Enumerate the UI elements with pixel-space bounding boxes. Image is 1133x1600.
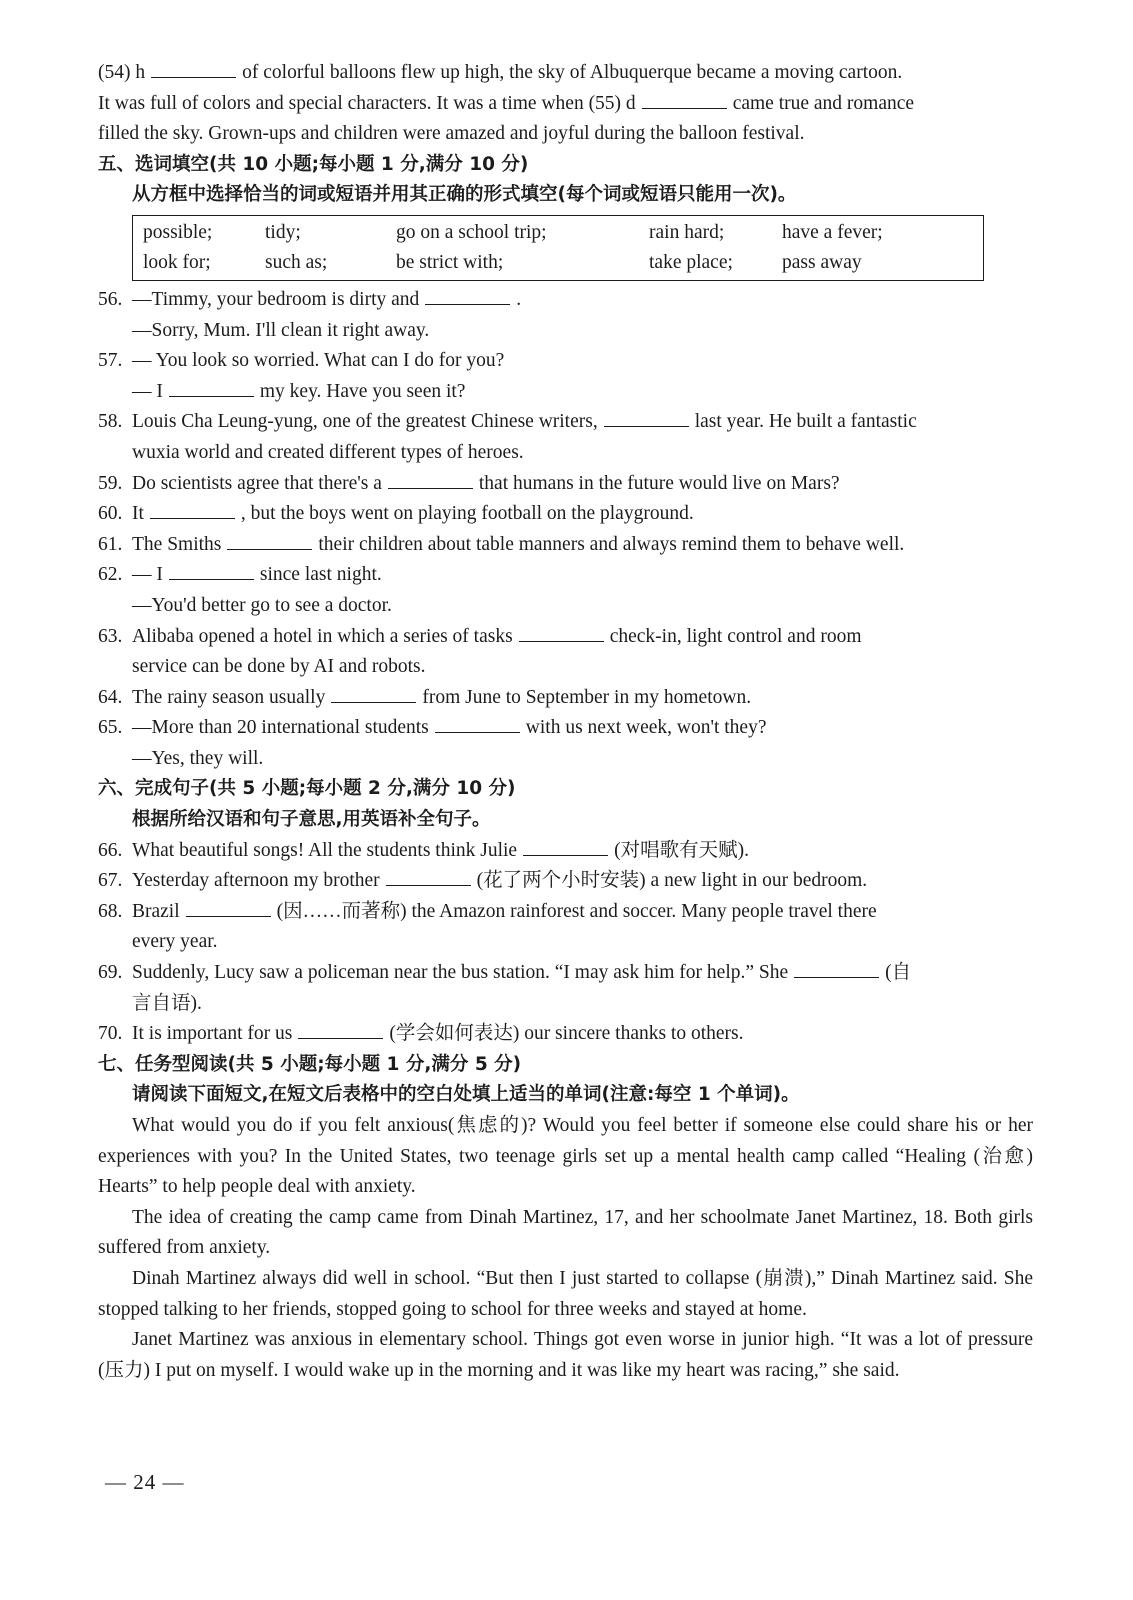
question-68: 68. Brazil (因……而著称) the Amazon rainforest and soccer. Many people travel there: [98, 897, 1033, 928]
word-bank-box: [132, 215, 984, 281]
question-line: —You'd better go to see a doctor.: [132, 594, 392, 616]
question-59: 59. Do scientists agree that there's a that humans in the future would live on Mars?: [98, 469, 1033, 500]
answer-blank[interactable]: [604, 408, 689, 427]
question-56: 56. —Timmy, your bedroom is dirty and .: [98, 285, 1033, 316]
question-line: — I my key. Have you seen it?: [98, 377, 1033, 408]
question-line: —Yes, they will.: [132, 747, 264, 769]
answer-blank[interactable]: [169, 378, 254, 397]
passage-paragraph: What would you do if you felt anxious(焦虑的)? Would you feel better if someone else could share his or her experiences with you? In the United States, two teenage girls set up a mental health camp called “Healing (治愈) Hearts” to help people deal with anxiety.: [98, 1115, 1033, 1198]
answer-blank[interactable]: [150, 500, 235, 519]
word-bank-item: pass away: [782, 251, 862, 273]
section-instruction-5: 从方框中选择恰当的词或短语并用其正确的形式填空(每个词或短语只能用一次)。: [132, 184, 797, 206]
answer-blank[interactable]: [519, 623, 604, 642]
word-bank-item: tidy;: [265, 221, 301, 243]
question-57: 57. — You look so worried. What can I do for you?: [98, 350, 505, 372]
word-bank-item: look for;: [143, 251, 211, 273]
question-63: 63. Alibaba opened a hotel in which a series of tasks check-in, light control and room: [98, 622, 1033, 653]
passage-line: (54) h of colorful balloons flew up high, the sky of Albuquerque became a moving cartoon.: [98, 58, 1033, 89]
question-line: wuxia world and created different types of heroes.: [132, 441, 524, 463]
word-bank-item: be strict with;: [396, 251, 504, 273]
exam-page: [98, 58, 1033, 1386]
word-bank-item: take place;: [649, 251, 733, 273]
question-67: 67. Yesterday afternoon my brother (花了两个小时安装) a new light in our bedroom.: [98, 866, 1033, 897]
word-bank-item: rain hard;: [649, 221, 725, 243]
question-61: 61. The Smiths their children about table manners and always remind them to behave well.: [98, 530, 1033, 561]
section-title-5: 五、选词填空(共 10 小题;每小题 1 分,满分 10 分): [98, 153, 529, 175]
word-bank-item: have a fever;: [782, 221, 883, 243]
word-bank-row: [143, 218, 973, 248]
word-bank-row: [143, 248, 973, 278]
section-instruction-7: 请阅读下面短文,在短文后表格中的空白处填上适当的单词(注意:每空 1 个单词)。: [132, 1084, 800, 1106]
answer-blank[interactable]: [227, 531, 312, 550]
word-bank-item: go on a school trip;: [396, 221, 547, 243]
question-58: 58. Louis Cha Leung-yung, one of the greatest Chinese writers, last year. He built a fantastic: [98, 407, 1033, 438]
question-66: 66. What beautiful songs! All the students think Julie (对唱歌有天赋).: [98, 836, 1033, 867]
passage-paragraph: Janet Martinez was anxious in elementary school. Things got even worse in junior high. “It was a lot of pressure (压力) I put on myself. I would wake up in the morning and it was like my heart was racing,” she said.: [98, 1329, 1033, 1381]
question-line: every year.: [132, 931, 218, 953]
answer-blank[interactable]: [523, 837, 608, 856]
answer-blank[interactable]: [435, 714, 520, 733]
passage-line: filled the sky. Grown-ups and children were amazed and joyful during the balloon festival.: [98, 123, 805, 145]
word-bank-item: such as;: [265, 251, 328, 273]
answer-blank[interactable]: [331, 684, 416, 703]
question-line: 言自语).: [132, 992, 202, 1014]
answer-blank[interactable]: [298, 1020, 383, 1039]
answer-blank-55[interactable]: [642, 90, 727, 109]
answer-blank[interactable]: [169, 561, 254, 580]
question-70: 70. It is important for us (学会如何表达) our sincere thanks to others.: [98, 1019, 1033, 1050]
question-60: 60. It , but the boys went on playing football on the playground.: [98, 499, 1033, 530]
answer-blank[interactable]: [388, 470, 473, 489]
question-line: service can be done by AI and robots.: [132, 656, 426, 678]
page-number: — 24 —: [105, 1470, 185, 1494]
passage-line: It was full of colors and special characters. It was a time when (55) d came true and romance: [98, 89, 1033, 120]
word-bank-item: possible;: [143, 221, 213, 243]
answer-blank[interactable]: [186, 898, 271, 917]
question-line: —Sorry, Mum. I'll clean it right away.: [132, 319, 430, 341]
question-69: 69. Suddenly, Lucy saw a policeman near the bus station. “I may ask him for help.” She (自: [98, 958, 1033, 989]
question-62: 62. — I since last night.: [98, 560, 1033, 591]
passage-paragraph: The idea of creating the camp came from Dinah Martinez, 17, and her schoolmate Janet Martinez, 18. Both girls suffered from anxiety.: [98, 1206, 1033, 1259]
section-title-7: 七、任务型阅读(共 5 小题;每小题 1 分,满分 5 分): [98, 1053, 522, 1075]
answer-blank[interactable]: [386, 867, 471, 886]
answer-blank-54[interactable]: [151, 59, 236, 78]
section-instruction-6: 根据所给汉语和句子意思,用英语补全句子。: [132, 809, 491, 831]
question-64: 64. The rainy season usually from June to September in my hometown.: [98, 683, 1033, 714]
answer-blank[interactable]: [425, 286, 510, 305]
passage-paragraph: Dinah Martinez always did well in school. “But then I just started to collapse (崩溃),” Dinah Martinez said. She stopped talking to her friends, stopped going to school for three weeks and stayed at home.: [98, 1267, 1033, 1320]
question-65: 65. —More than 20 international students with us next week, won't they?: [98, 713, 1033, 744]
answer-blank[interactable]: [794, 959, 879, 978]
section-title-6: 六、完成句子(共 5 小题;每小题 2 分,满分 10 分): [98, 778, 516, 800]
